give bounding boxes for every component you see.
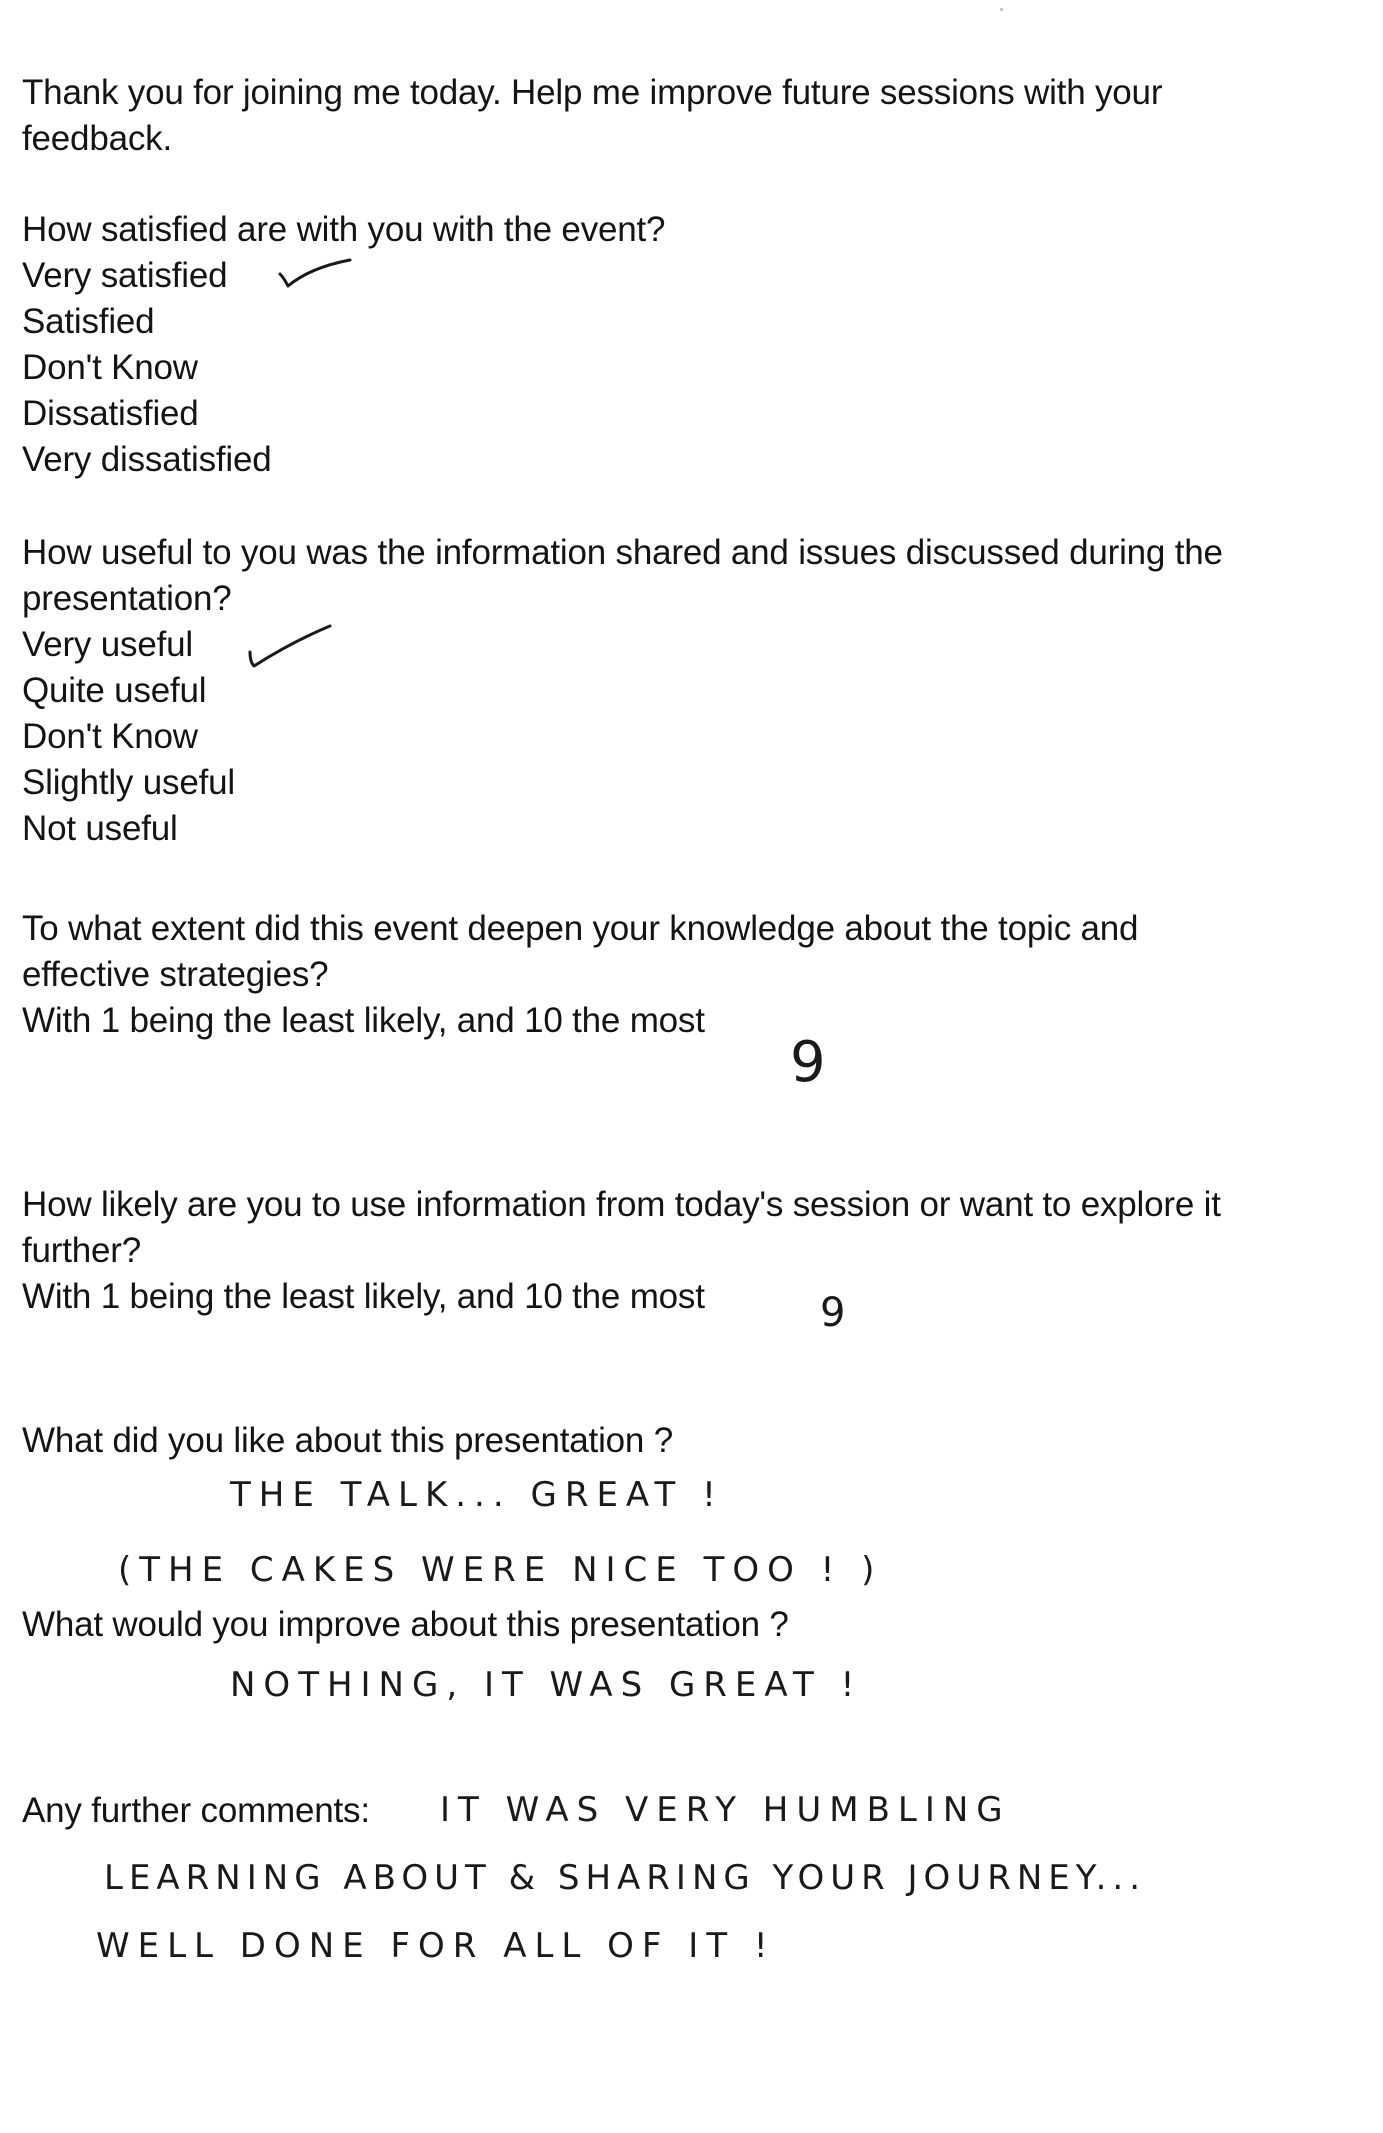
q2-question-line-1: How useful to you was the information shared and issues discussed during the	[22, 533, 1223, 572]
q1-option-very-satisfied: Very satisfied	[22, 256, 228, 295]
q6-handwritten-answer: NOTHING, IT WAS GREAT !	[230, 1665, 863, 1705]
q3-question-line-2: effective strategies?	[22, 955, 329, 994]
q4-scale-text: With 1 being the least likely, and 10 the most	[22, 1277, 705, 1316]
q4-question-line-1: How likely are you to use information from today's session or want to explore it	[22, 1185, 1221, 1224]
intro-line-2: feedback.	[22, 119, 172, 158]
q2-option-dont-know: Don't Know	[22, 717, 198, 756]
q7-handwritten-answer-line-3: WELL DONE FOR ALL OF IT !	[96, 1926, 776, 1966]
q1-option-satisfied: Satisfied	[22, 302, 155, 341]
q1-option-very-dissatisfied: Very dissatisfied	[22, 440, 272, 479]
q2-question-line-2: presentation?	[22, 579, 232, 618]
q2-option-not-useful: Not useful	[22, 809, 178, 848]
q1-question: How satisfied are with you with the event?	[22, 210, 666, 249]
q3-handwritten-answer: 9	[790, 1030, 826, 1095]
q1-option-dissatisfied: Dissatisfied	[22, 394, 199, 433]
q7-question: Any further comments:	[22, 1791, 370, 1830]
q3-question-line-1: To what extent did this event deepen your knowledge about the topic and	[22, 909, 1139, 948]
q1-checkmark-icon	[278, 256, 358, 296]
q4-question-line-2: further?	[22, 1231, 142, 1270]
scan-speck	[1000, 8, 1003, 11]
q1-option-dont-know: Don't Know	[22, 348, 198, 387]
q3-scale-text: With 1 being the least likely, and 10 the most	[22, 1001, 705, 1040]
q2-option-quite-useful: Quite useful	[22, 671, 207, 710]
q5-handwritten-answer-line-1: THE TALK... GREAT !	[230, 1475, 724, 1515]
q2-checkmark-icon	[246, 622, 336, 672]
q5-handwritten-answer-line-2: (THE CAKES WERE NICE TOO ! )	[118, 1550, 883, 1590]
q5-question: What did you like about this presentation ?	[22, 1421, 673, 1460]
q6-question: What would you improve about this presentation ?	[22, 1605, 789, 1644]
q7-handwritten-answer-line-2: LEARNING ABOUT & SHARING YOUR JOURNEY...	[104, 1858, 1147, 1898]
q7-handwritten-answer-line-1: IT WAS VERY HUMBLING	[440, 1790, 1011, 1830]
q2-option-slightly-useful: Slightly useful	[22, 763, 235, 802]
intro-line-1: Thank you for joining me today. Help me improve future sessions with your	[22, 73, 1163, 112]
q4-handwritten-answer: 9	[820, 1290, 846, 1336]
q2-option-very-useful: Very useful	[22, 625, 193, 664]
